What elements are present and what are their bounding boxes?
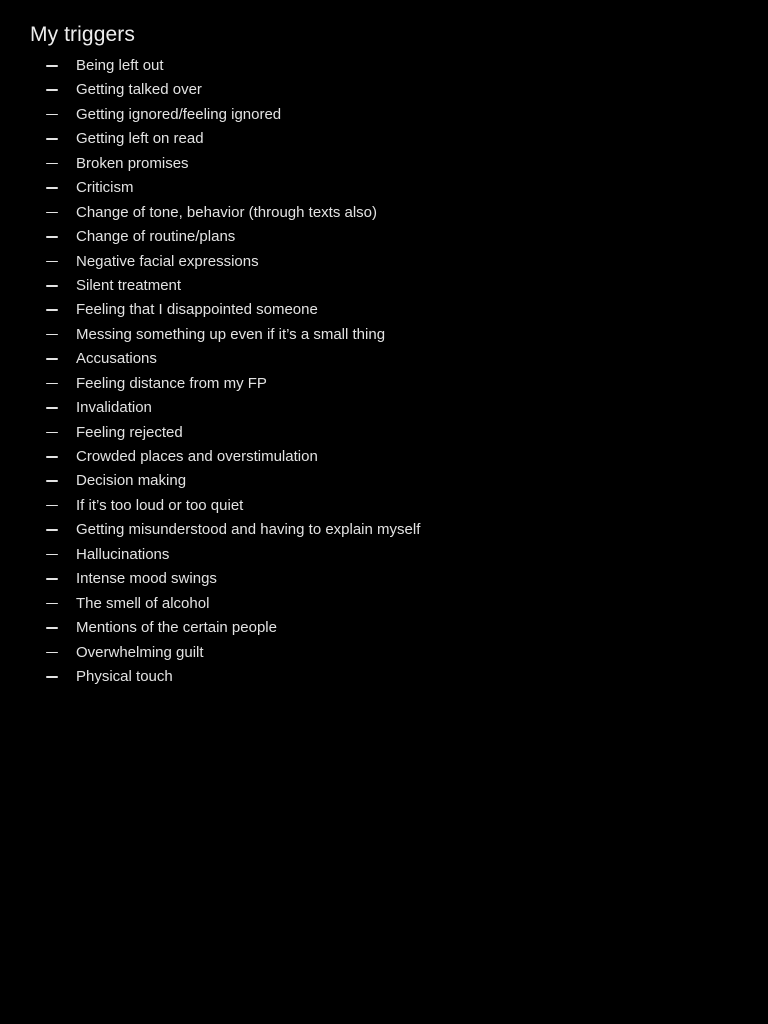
list-item-text: Feeling distance from my FP: [76, 374, 267, 392]
list-item[interactable]: [30, 518, 738, 542]
list-item-text: Change of tone, behavior (through texts also): [76, 203, 378, 221]
list-item[interactable]: [30, 274, 738, 298]
dash-bullet-icon: [46, 407, 58, 409]
list-item-text: Crowded places and overstimulation: [76, 448, 318, 465]
list-item[interactable]: [30, 103, 738, 127]
dash-bullet-icon: [46, 138, 58, 140]
dash-bullet-icon: [46, 261, 58, 263]
list-item-text: Accusations: [76, 350, 157, 368]
list-item-text: The smell of alcohol: [76, 594, 210, 612]
dash-bullet-icon: [46, 456, 58, 458]
dash-bullet-icon: [46, 89, 58, 91]
dash-bullet-icon: [46, 603, 58, 605]
list-item[interactable]: [30, 250, 738, 274]
dash-bullet-icon: [46, 578, 58, 580]
list-item-text: Broken promises: [76, 154, 189, 172]
dash-bullet-icon: [46, 652, 58, 654]
dash-bullet-icon: [46, 65, 58, 67]
list-item-text: Feeling that I disappointed someone: [76, 301, 318, 319]
list-item-text: Getting ignored/feeling ignored: [76, 105, 282, 123]
list-item-text: Hallucinations: [76, 545, 170, 563]
list-item[interactable]: [30, 323, 738, 347]
list-item[interactable]: [30, 225, 738, 249]
list-item[interactable]: [30, 152, 738, 176]
list-item[interactable]: [30, 201, 738, 225]
list-item-text: Intense mood swings: [76, 570, 217, 588]
dash-bullet-icon: [46, 163, 58, 165]
list-item[interactable]: [30, 592, 738, 616]
dash-bullet-icon: [46, 187, 58, 189]
dash-bullet-icon: [46, 285, 58, 287]
list-item-text: Getting left on read: [76, 130, 204, 148]
list-item[interactable]: [30, 494, 738, 518]
dash-bullet-icon: [46, 554, 58, 556]
list-item[interactable]: [30, 78, 738, 102]
dash-bullet-icon: [46, 358, 58, 360]
dash-bullet-icon: [46, 309, 58, 311]
list-item-text: Physical touch: [76, 667, 173, 685]
list-item[interactable]: [30, 641, 738, 665]
list-item[interactable]: [30, 176, 738, 200]
list-item[interactable]: [30, 616, 738, 640]
dash-bullet-icon: [46, 383, 58, 385]
trigger-list: [30, 54, 738, 689]
note-title[interactable]: My triggers: [30, 23, 135, 46]
list-item[interactable]: [30, 543, 738, 567]
list-item-text: Criticism: [76, 179, 134, 197]
note-body[interactable]: [30, 20, 738, 689]
list-item[interactable]: [30, 298, 738, 322]
dash-bullet-icon: [46, 236, 58, 238]
dash-bullet-icon: [46, 480, 58, 482]
dash-bullet-icon: [46, 529, 58, 531]
list-item-text: Messing something up even if it’s a small thing: [76, 325, 386, 343]
list-item[interactable]: [30, 445, 738, 469]
dash-bullet-icon: [46, 505, 58, 507]
list-item[interactable]: [30, 567, 738, 591]
list-item[interactable]: [30, 347, 738, 371]
list-item-text: Overwhelming guilt: [76, 643, 204, 661]
dash-bullet-icon: [46, 627, 58, 629]
list-item-text: Change of routine/plans: [76, 228, 236, 246]
list-item-text: Silent treatment: [76, 276, 182, 294]
list-item[interactable]: [30, 127, 738, 151]
list-item-text: Feeling rejected: [76, 423, 183, 441]
list-item-text: Mentions of the certain people: [76, 619, 277, 637]
dash-bullet-icon: [46, 212, 58, 214]
list-item[interactable]: [30, 372, 738, 396]
dash-bullet-icon: [46, 432, 58, 434]
list-item-text: Decision making: [76, 472, 187, 490]
list-item-text: Invalidation: [76, 399, 152, 417]
list-item-text: Getting misunderstood and having to explain myself: [76, 521, 421, 539]
list-item-text: Getting talked over: [76, 81, 202, 99]
dash-bullet-icon: [46, 334, 58, 336]
dash-bullet-icon: [46, 676, 58, 678]
list-item[interactable]: [30, 665, 738, 689]
list-item[interactable]: [30, 396, 738, 420]
dash-bullet-icon: [46, 114, 58, 116]
list-item-text: Negative facial expressions: [76, 252, 259, 270]
list-item[interactable]: [30, 469, 738, 493]
list-item[interactable]: [30, 54, 738, 78]
list-item-text: Being left out: [76, 57, 164, 74]
list-item-text: If it’s too loud or too quiet: [76, 496, 244, 514]
list-item[interactable]: [30, 421, 738, 445]
